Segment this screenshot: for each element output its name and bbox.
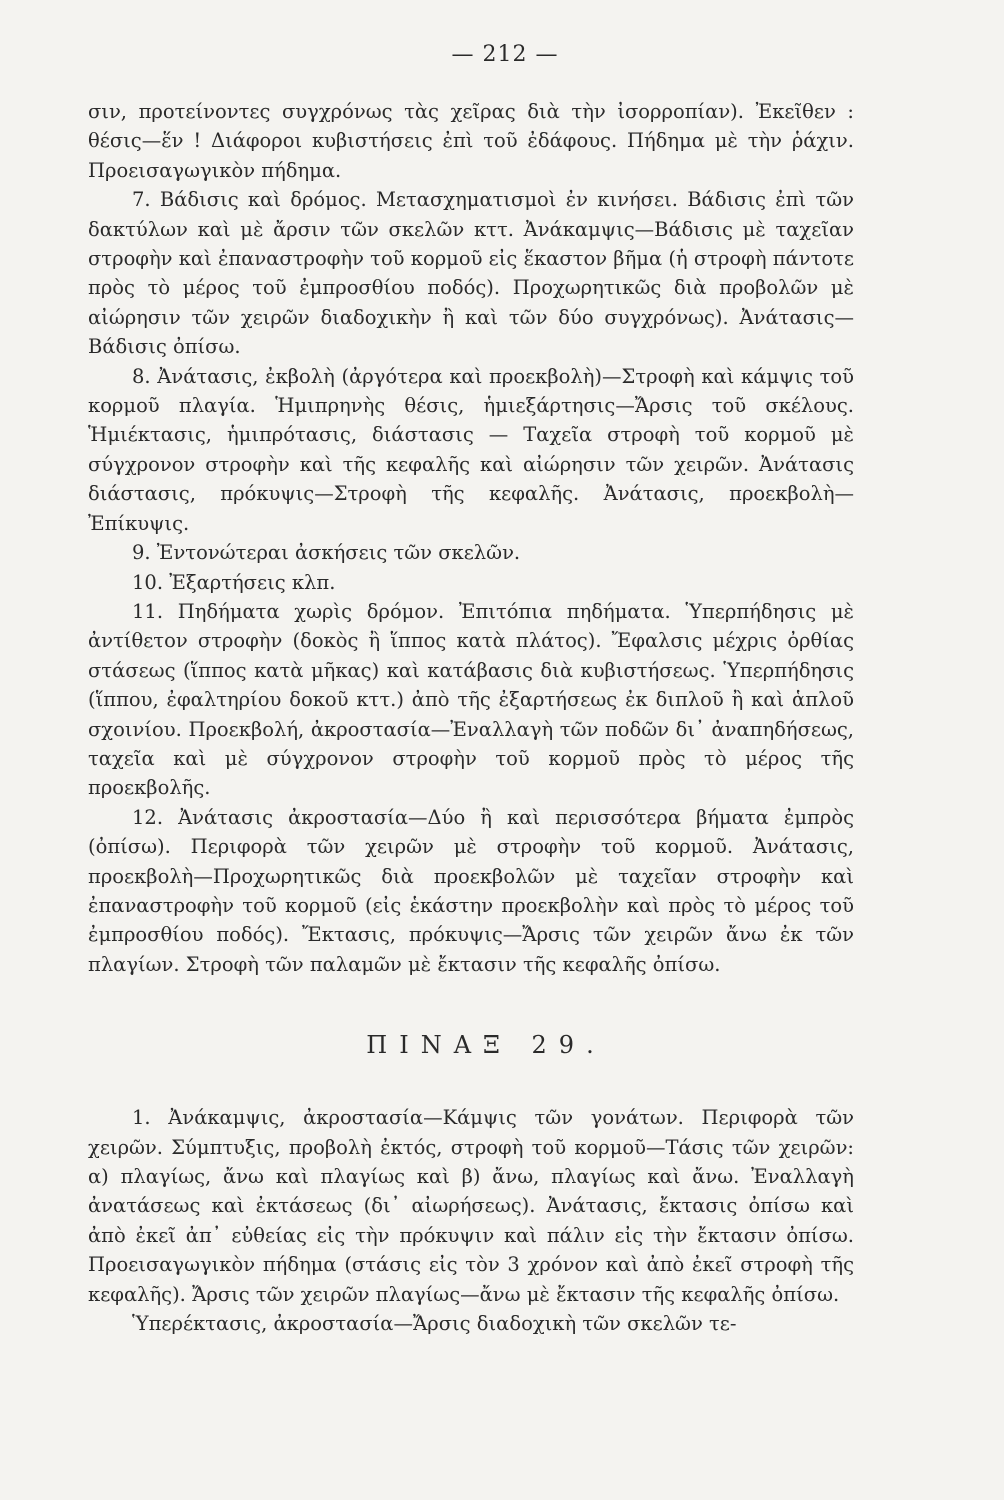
- paragraph-item-1: 1. Ἀνάκαμψις, ἀκροστασία—Κάμψις τῶν γονάτων. Περιφορὰ τῶν χειρῶν. Σύμπτυξις, προβολὴ ἐκτός, στροφὴ τοῦ κορμοῦ—Τάσις τῶν χειρῶν: α) πλαγίως, ἄνω καὶ πλαγίως καὶ β) ἄνω, πλαγίως καὶ ἄνω. Ἐναλλαγὴ ἀνατάσεως καὶ ἐκτάσεως (δι᾽ αἰωρήσεως). Ἀνάτασις, ἔκτασις ὀπίσω καὶ ἀπὸ ἐκεῖ ἀπ᾽ εὐθείας εἰς τὴν πρόκυψιν καὶ πάλιν εἰς τὴν ἔκτασιν ὀπίσω. Προεισαγωγικὸν πήδημα (στάσις εἰς τὸν 3 χρόνον καὶ ἀπὸ ἐκεῖ στροφὴ τῆς κεφαλῆς). Ἄρσις τῶν χειρῶν πλαγίως—ἄνω μὲ ἔκτασιν τῆς κεφαλῆς ὀπίσω.: [88, 1106, 854, 1306]
- paragraph-continuation: σιν, προτείνοντες συγχρόνως τὰς χεῖρας διὰ τὴν ἰσορροπίαν). Ἐκεῖθεν : θέσις—ἕν ! Διάφοροι κυβιστήσεις ἐπὶ τοῦ ἐδάφους. Πήδημα μὲ τὴν ῥάχιν. Προεισαγωγικὸν πήδημα.: [88, 100, 854, 182]
- paragraph-item-10: 10. Ἐξαρτήσεις κλπ.: [132, 570, 336, 594]
- paragraph-item-9: 9. Ἐντονώτεραι ἀσκήσεις τῶν σκελῶν.: [132, 541, 521, 565]
- body-text-bottom: [88, 1103, 854, 1338]
- paragraph-hyperextension: Ὑπερέκτασις, ἀκροστασία—Ἄρσις διαδοχικὴ τῶν σκελῶν τε-: [132, 1312, 737, 1336]
- paragraph-item-11: 11. Πηδήματα χωρὶς δρόμον. Ἐπιτόπια πηδήματα. Ὑπερπήδησις μὲ ἀντίθετον στροφὴν (δοκὸς ἢ ἵππος κατὰ πλάτος). Ἔφαλσις μέχρις ὀρθίας στάσεως (ἵππος κατὰ μῆκας) καὶ κατάβασις διὰ κυβιστήσεως. Ὑπερπήδησις (ἵππου, ἐφαλτηρίου δοκοῦ κττ.) ἀπὸ τῆς ἐξαρτήσεως ἐκ διπλοῦ ἢ καὶ ἁπλοῦ σχοινίου. Προεκβολή, ἀκροστασία—Ἐναλλαγὴ τῶν ποδῶν δι᾽ ἀναπηδήσεως, ταχεῖα καὶ μὲ σύγχρονον στροφὴν τοῦ κορμοῦ πρὸς τὸ μέρος τῆς προεκβολῆς.: [88, 599, 854, 800]
- table-heading: ΠΙΝΑΞ 29.: [366, 1031, 606, 1060]
- paragraph-item-7: 7. Βάδισις καὶ δρόμος. Μετασχηματισμοὶ ἐν κινήσει. Βάδισις ἐπὶ τῶν δακτύλων καὶ μὲ ἄρσιν τῶν σκελῶν κττ. Ἀνάκαμψις—Βάδισις μὲ ταχεῖαν στροφὴν καὶ ἐπαναστροφὴν τοῦ κορμοῦ εἰς ἕκαστον βῆμα (ἡ στροφὴ πάντοτε πρὸς τὸ μέρος τοῦ ἐμπροσθίου ποδός). Προχωρητικῶς διὰ προβολῶν μὲ αἰώρησιν τῶν χειρῶν διαδοχικὴν ἢ καὶ τῶν δύο συγχρόνως). Ἀνάτασις—Βάδισις ὀπίσω.: [88, 188, 854, 359]
- page-number: — 212 —: [451, 42, 559, 67]
- paragraph-item-12: 12. Ἀνάτασις ἀκροστασία—Δύο ἢ καὶ περισσότερα βήματα ἐμπρὸς (ὀπίσω). Περιφορὰ τῶν χειρῶν μὲ στροφὴν τοῦ κορμοῦ. Ἀνάτασις, προεκβολὴ—Προχωρητικῶς διὰ προεκβολῶν μὲ ταχεῖαν στροφὴν καὶ ἐπαναστροφὴν τοῦ κορμοῦ (εἰς ἑκάστην προεκβολὴν καὶ πρὸς τὸ μέρος τοῦ ἐμπροσθίου ποδός). Ἔκτασις, πρόκυψις—Ἄρσις τῶν χειρῶν ἄνω ἐκ τῶν πλαγίων. Στροφὴ τῶν παλαμῶν μὲ ἔκτασιν τῆς κεφαλῆς ὀπίσω.: [88, 805, 854, 976]
- body-text-top: [88, 97, 854, 979]
- paragraph-item-8: 8. Ἀνάτασις, ἐκβολὴ (ἀργότερα καὶ προεκβολὴ)—Στροφὴ καὶ κάμψις τοῦ κορμοῦ πλαγία. Ἡμιπρηνὴς θέσις, ἡμιεξάρτησις—Ἄρσις τοῦ σκέλους. Ἡμιέκτασις, ἡμιπρότασις, διάστασις — Ταχεῖα στροφὴ τοῦ κορμοῦ μὲ σύγχρονον στροφὴν καὶ τῆς κεφαλῆς καὶ αἰώρησιν τῶν χειρῶν. Ἀνάτασις διάστασις, πρόκυψις—Στροφὴ τῆς κεφαλῆς. Ἀνάτασις, προεκβολὴ—Ἐπίκυψις.: [88, 364, 854, 535]
